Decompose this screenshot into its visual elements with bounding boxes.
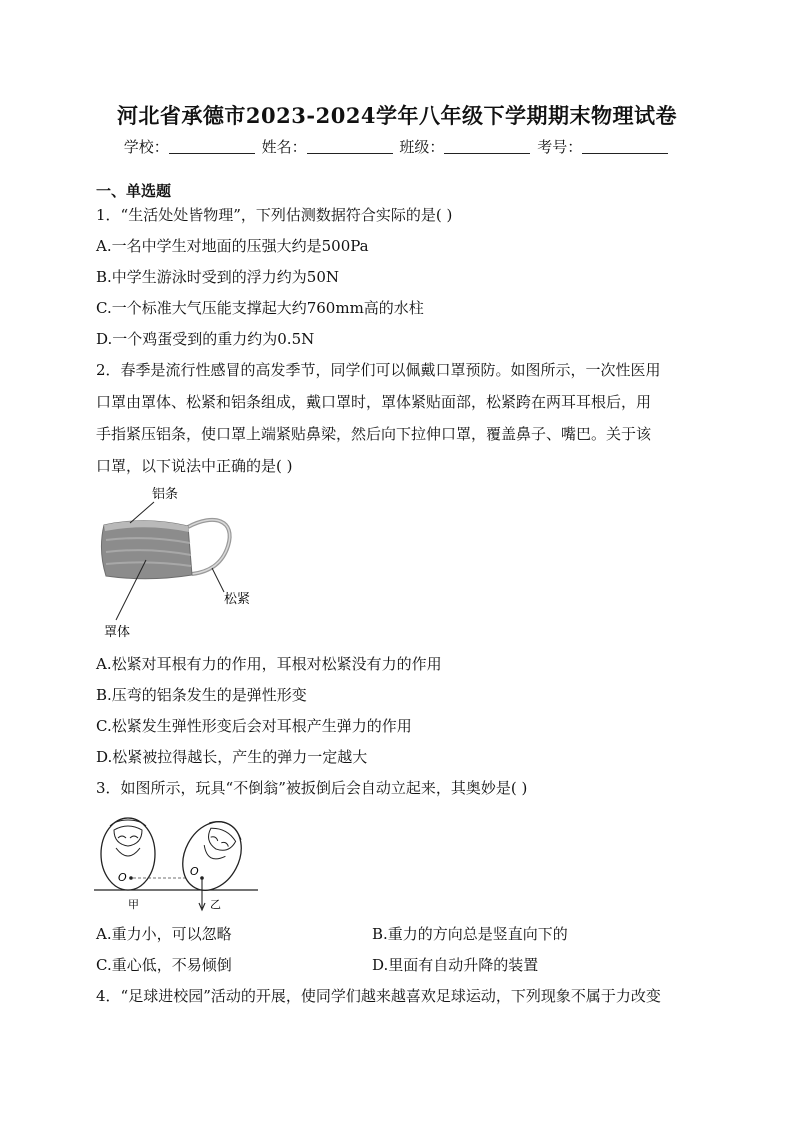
name-label: 姓名：	[261, 138, 307, 156]
q1-option-b: B.中学生游泳时受到的浮力约为50N	[96, 268, 340, 286]
elastic-label: 松紧	[224, 592, 251, 607]
class-label: 班级：	[399, 138, 445, 156]
elastic-leader-line	[212, 568, 224, 592]
q3-option-b: B.重力的方向总是竖直向下的	[372, 925, 568, 943]
q1-stem: 1．“生活处处皆物理”，下列估测数据符合实际的是( )	[96, 206, 453, 224]
left-center-label: O	[118, 871, 127, 884]
q2-stem-line-1: 2．春季是流行性感冒的高发季节，同学们可以佩戴口罩预防。如图所示，一次性医用	[96, 361, 661, 379]
q2-stem-line-2: 口罩由罩体、松紧和铝条组成，戴口罩时，罩体紧贴面部，松紧跨在两耳耳根后，用	[96, 393, 652, 411]
q1-option-c: C.一个标准大气压能支撑起大约760mm高的水柱	[96, 299, 424, 317]
school-field[interactable]	[169, 139, 255, 154]
tumbler-tilted-shape	[171, 812, 252, 901]
aluminum-leader-line	[130, 502, 154, 523]
q2-option-d: D.松紧被拉得越长，产生的弹力一定越大	[96, 748, 368, 766]
student-info-row	[0, 136, 794, 157]
q2-option-b: B.压弯的铝条发生的是弹性形变	[96, 686, 307, 704]
figure-left-caption: 甲	[128, 898, 139, 911]
q3-option-c: C.重心低，不易倾倒	[96, 956, 232, 974]
tumbler-upright-shape	[101, 818, 155, 890]
q1-option-a: A.一名中学生对地面的压强大约是500Pa	[96, 237, 369, 255]
q2-option-c: C.松紧发生弹性形变后会对耳根产生弹力的作用	[96, 717, 412, 735]
figure-right-caption: 乙	[210, 898, 221, 911]
tumbler-figure	[94, 804, 260, 916]
q2-stem-line-3: 手指紧压铝条，使口罩上端紧贴鼻梁，然后向下拉伸口罩，覆盖鼻子、嘴巴。关于该	[96, 425, 652, 443]
school-label: 学校：	[123, 138, 169, 156]
q3-stem: 3．如图所示，玩具“不倒翁”被扳倒后会自动立起来，其奥妙是( )	[96, 779, 528, 797]
class-field[interactable]	[444, 139, 530, 154]
aluminum-label: 铝条	[152, 487, 179, 502]
mask-figure	[96, 480, 276, 640]
right-center-label: O	[190, 865, 199, 878]
q3-option-d: D.里面有自动升降的装置	[372, 956, 539, 974]
ear-loop-shape	[188, 520, 230, 574]
number-label: 考号：	[537, 138, 583, 156]
number-field[interactable]	[582, 139, 668, 154]
page-title: 河北省承德市2023-2024学年八年级下学期期末物理试卷	[116, 103, 678, 128]
q3-option-a: A.重力小，可以忽略	[96, 925, 232, 943]
q2-option-a: A.松紧对耳根有力的作用，耳根对松紧没有力的作用	[96, 655, 442, 673]
section-heading: 一、单选题	[96, 182, 172, 200]
q4-stem: 4．“足球进校园”活动的开展，使同学们越来越喜欢足球运动，下列现象不属于力改变	[96, 987, 661, 1005]
q2-stem-line-4: 口罩，以下说法中正确的是( )	[96, 457, 293, 475]
name-field[interactable]	[307, 139, 393, 154]
body-label: 罩体	[104, 625, 131, 640]
q1-option-d: D.一个鸡蛋受到的重力约为0.5N	[96, 330, 315, 348]
